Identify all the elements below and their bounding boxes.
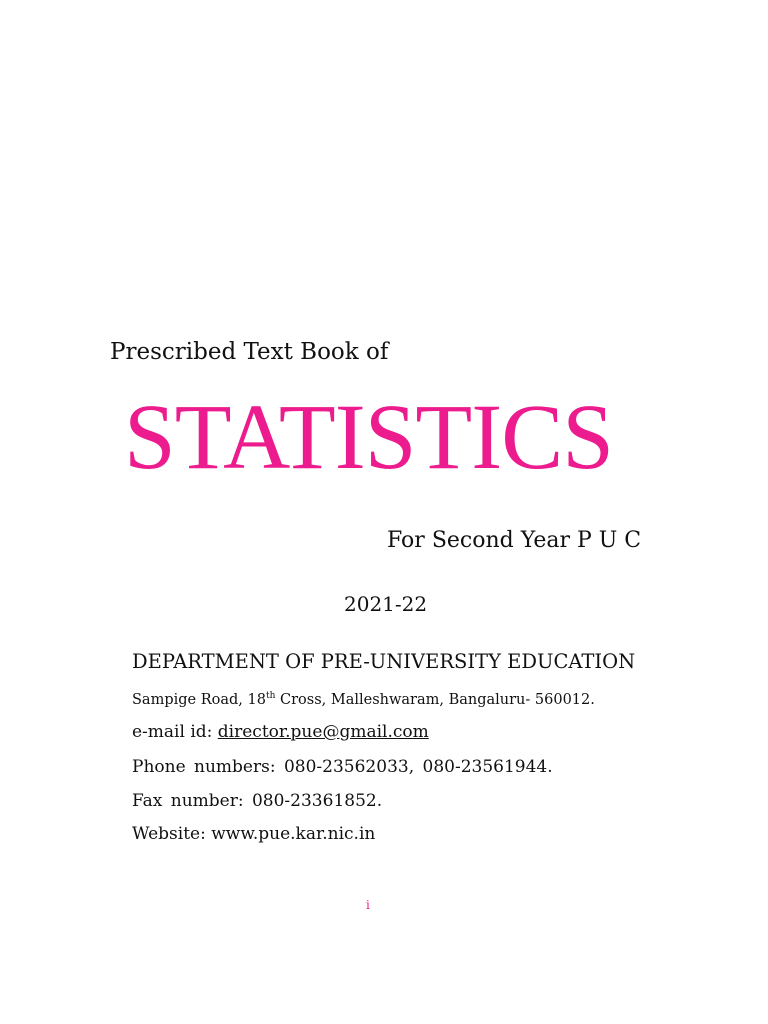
- prescribed-heading: Prescribed Text Book of: [110, 339, 389, 365]
- address-part-1: Sampige Road, 18: [132, 692, 266, 708]
- fax-line: Fax number: 080-23361852.: [132, 791, 383, 811]
- email-label: e-mail id:: [132, 722, 218, 742]
- book-title: STATISTICS: [124, 386, 613, 489]
- website-link[interactable]: www.pue.kar.nic.in: [211, 824, 376, 844]
- website-label: Website:: [132, 824, 212, 844]
- department-name: DEPARTMENT OF PRE-UNIVERSITY EDUCATION: [132, 650, 636, 673]
- address-ordinal-suffix: th: [265, 691, 276, 702]
- department-address: [132, 689, 595, 711]
- address-part-2: Cross, Malleshwaram, Bangaluru- 560012.: [275, 692, 595, 708]
- website-line: [132, 822, 375, 846]
- book-subtitle: For Second Year P U C: [387, 528, 642, 553]
- page-number: i: [366, 898, 370, 912]
- email-line: [132, 720, 429, 744]
- email-link[interactable]: director.pue@gmail.com: [217, 722, 429, 742]
- academic-year: 2021-22: [344, 592, 428, 616]
- phone-line: Phone numbers: 080-23562033, 080-23561944.: [132, 757, 553, 777]
